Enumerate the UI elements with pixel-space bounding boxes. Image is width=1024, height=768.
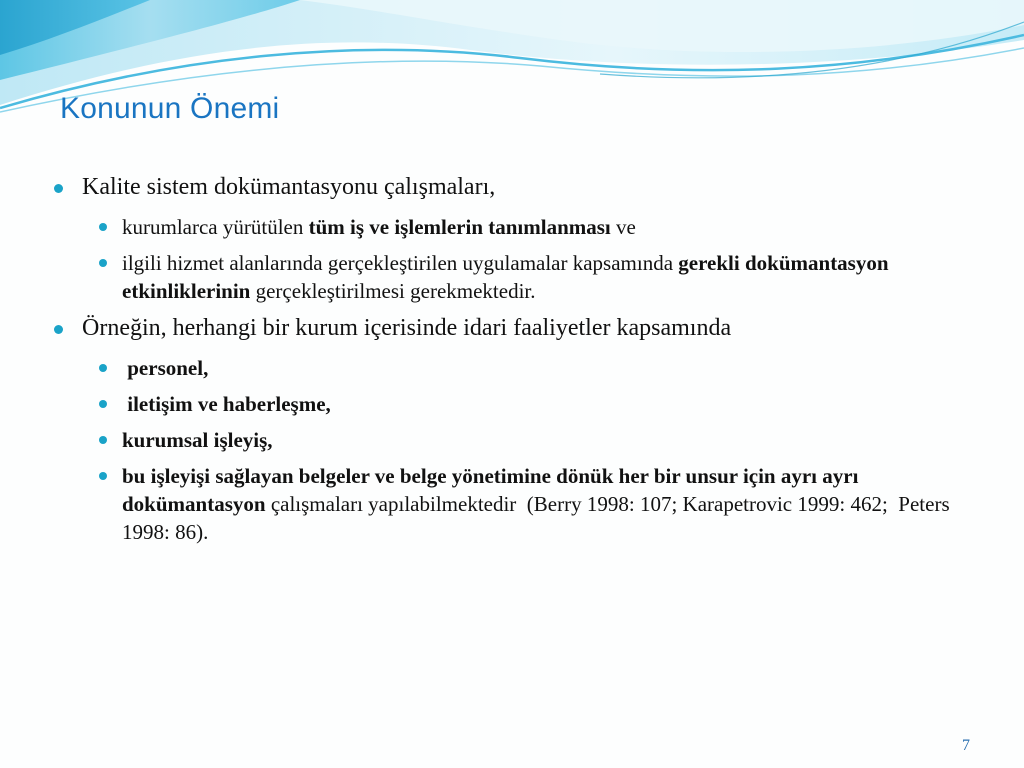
sub-item-bold-text: bu işleyişi sağlayan belgeler ve belge yönetimine dönük her bir unsur için ayrı ayrı dokümantasyon (122, 464, 859, 516)
bullet-icon (54, 184, 63, 193)
sub-item-bold-text: , (203, 356, 209, 380)
sub-list-item (122, 354, 962, 382)
list-item (52, 313, 972, 344)
sub-item-text: gerçekleştirilmesi gerekmektedir. (250, 279, 536, 303)
sub-list-item (122, 249, 962, 305)
bullet-group-1 (52, 172, 972, 305)
bullet-icon (99, 259, 107, 267)
sub-item-text: ilgili hizmet alanlarında gerçekleştirilen uygulamalar kapsamında (122, 251, 679, 275)
sub-item-bold-text: kurumsal işleyiş (122, 428, 268, 452)
sub-item-text: ve (610, 215, 636, 239)
sub-list-item (122, 426, 962, 454)
bullet-icon (99, 400, 107, 408)
sub-item-bold-text: iletişim ve haberleşme (127, 392, 326, 416)
sub-item-text: kurumlarca yürütülen (122, 215, 309, 239)
bullet-group-2 (52, 313, 972, 546)
bullet-icon (99, 436, 107, 444)
list-item (52, 172, 972, 203)
sub-item-bold-text: personel (127, 356, 204, 380)
sub-list-item (122, 462, 962, 546)
bullet-icon (99, 472, 107, 480)
bullet-text: Örneğin, herhangi bir kurum içerisinde idari faaliyetler kapsamında (82, 315, 732, 341)
sub-list-item (122, 390, 962, 418)
bullet-text: Kalite sistem dokümantasyonu çalışmaları, (82, 174, 496, 200)
page-number: 7 (962, 737, 970, 754)
bullet-icon (99, 223, 107, 231)
sub-list-item (122, 213, 962, 241)
sub-item-bold-text: , (267, 428, 273, 452)
sub-item-text: çalışmaları yapılabilmektedir (Berry 1998: 107; Karapetrovic 1999: 462; Peters 1998: 86). (122, 492, 955, 544)
sub-item-bold-text: gerekli dokümantasyon etkinliklerinin (122, 251, 889, 303)
bullet-icon (99, 364, 107, 372)
bullet-icon (54, 325, 63, 334)
sub-item-bold-text: , (325, 392, 331, 416)
slide-title: Konunun Önemi (60, 92, 280, 125)
bullet-list (52, 172, 972, 554)
sub-item-bold-text: tüm iş ve işlemlerin tanımlanması (308, 215, 611, 239)
